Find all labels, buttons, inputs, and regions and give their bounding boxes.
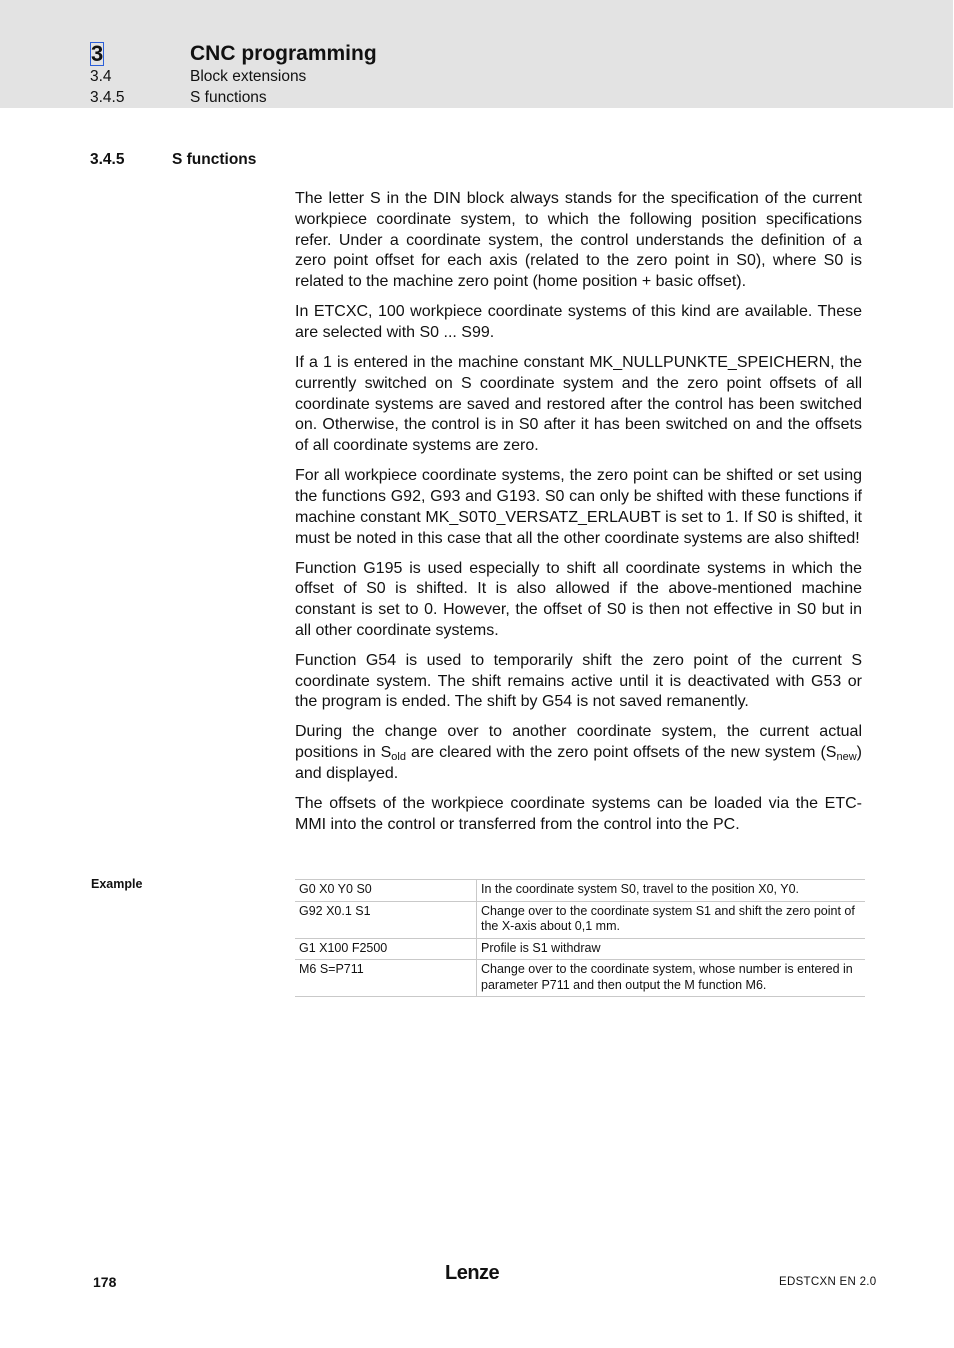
breadcrumb-number: 3.4.5 (90, 89, 125, 106)
code-cell: G0 X0 Y0 S0 (295, 880, 477, 902)
example-table (295, 879, 865, 997)
section-number: 3.4.5 (90, 151, 125, 168)
section-title: S functions (172, 151, 257, 168)
description-cell: In the coordinate system S0, travel to the position X0, Y0. (477, 880, 866, 902)
description-cell: Change over to the coordinate system, whose number is entered in parameter P711 and then output the M function M6. (477, 960, 866, 997)
subscript-old: old (391, 751, 406, 764)
code-cell: G1 X100 F2500 (295, 938, 477, 960)
body-text (295, 189, 862, 845)
header-band (0, 0, 953, 108)
paragraph: If a 1 is entered in the machine constant MK_NULLPUNKTE_SPEICHERN, the currently switched on S coordinate system and the zero point offsets of all coordinate systems are saved and restored after the control has been switched on. Otherwise, the control is in S0 after it has been switched on and the offsets of all coordinate systems are zero. (295, 353, 862, 455)
paragraph: In ETCXC, 100 workpiece coordinate systems of this kind are available. These are selected with S0 ... S99. (295, 303, 862, 341)
chapter-title: CNC programming (190, 42, 377, 65)
text-fragment: During the change over to another coordinate system, the current actual positions in S (295, 723, 862, 762)
lenze-logo: Lenze (445, 1262, 500, 1284)
example-label: Example (91, 877, 143, 891)
breadcrumb-title: Block extensions (190, 68, 307, 85)
document-id: EDSTCXN EN 2.0 (779, 1276, 877, 1288)
description-cell: Profile is S1 withdraw (477, 938, 866, 960)
breadcrumb-title: S functions (190, 89, 267, 106)
code-cell: G92 X0.1 S1 (295, 901, 477, 938)
table-row (295, 938, 865, 960)
paragraph: Function G195 is used especially to shift all coordinate systems in which the offset of S0 is shifted. It is also allowed if the above-mentioned machine constant is set to 0. However, the offset of S0 is then not effective in S0 but in all other coordinate systems. (295, 559, 862, 639)
table-row (295, 880, 865, 902)
paragraph: Function G54 is used to temporarily shift the zero point of the current S coordinate system. The shift remains active until it is deactivated with G53 or the program is ended. The shift by G54 is not saved remanently. (295, 651, 862, 711)
table-row (295, 960, 865, 997)
paragraph: For all workpiece coordinate systems, the zero point can be shifted or set using the functions G92, G93 and G193. S0 can only be shifted with these functions if machine constant MK_S0T0_VERSATZ_ERLAUBT is set to 1. If S0 is shifted, it must be noted in this case that all the other coordinate systems are also shifted! (295, 467, 862, 547)
subscript-new: new (836, 751, 857, 764)
chapter-number-link[interactable]: 3 (91, 41, 104, 66)
table-row (295, 901, 865, 938)
breadcrumb-number: 3.4 (90, 68, 112, 85)
paragraph-changeover (295, 722, 862, 784)
code-cell: M6 S=P711 (295, 960, 477, 997)
description-cell: Change over to the coordinate system S1 and shift the zero point of the X-axis about 0,1 mm. (477, 901, 866, 938)
paragraph: The offsets of the workpiece coordinate systems can be loaded via the ETC-MMI into the control or transferred from the control into the PC. (295, 795, 862, 833)
text-fragment: ) and displayed. (295, 744, 862, 783)
text-fragment: are cleared with the zero point offsets of the new system (S (405, 744, 837, 762)
paragraph: The letter S in the DIN block always stands for the specification of the current workpiece coordinate system, to which the following position specifications refer. Under a coordinate system, the control understands the definition of a zero point offset for each axis (related to the zero point in S0), where S0 is related to the machine zero point (home position + basic offset). (295, 190, 862, 291)
page-number: 178 (93, 1274, 117, 1290)
